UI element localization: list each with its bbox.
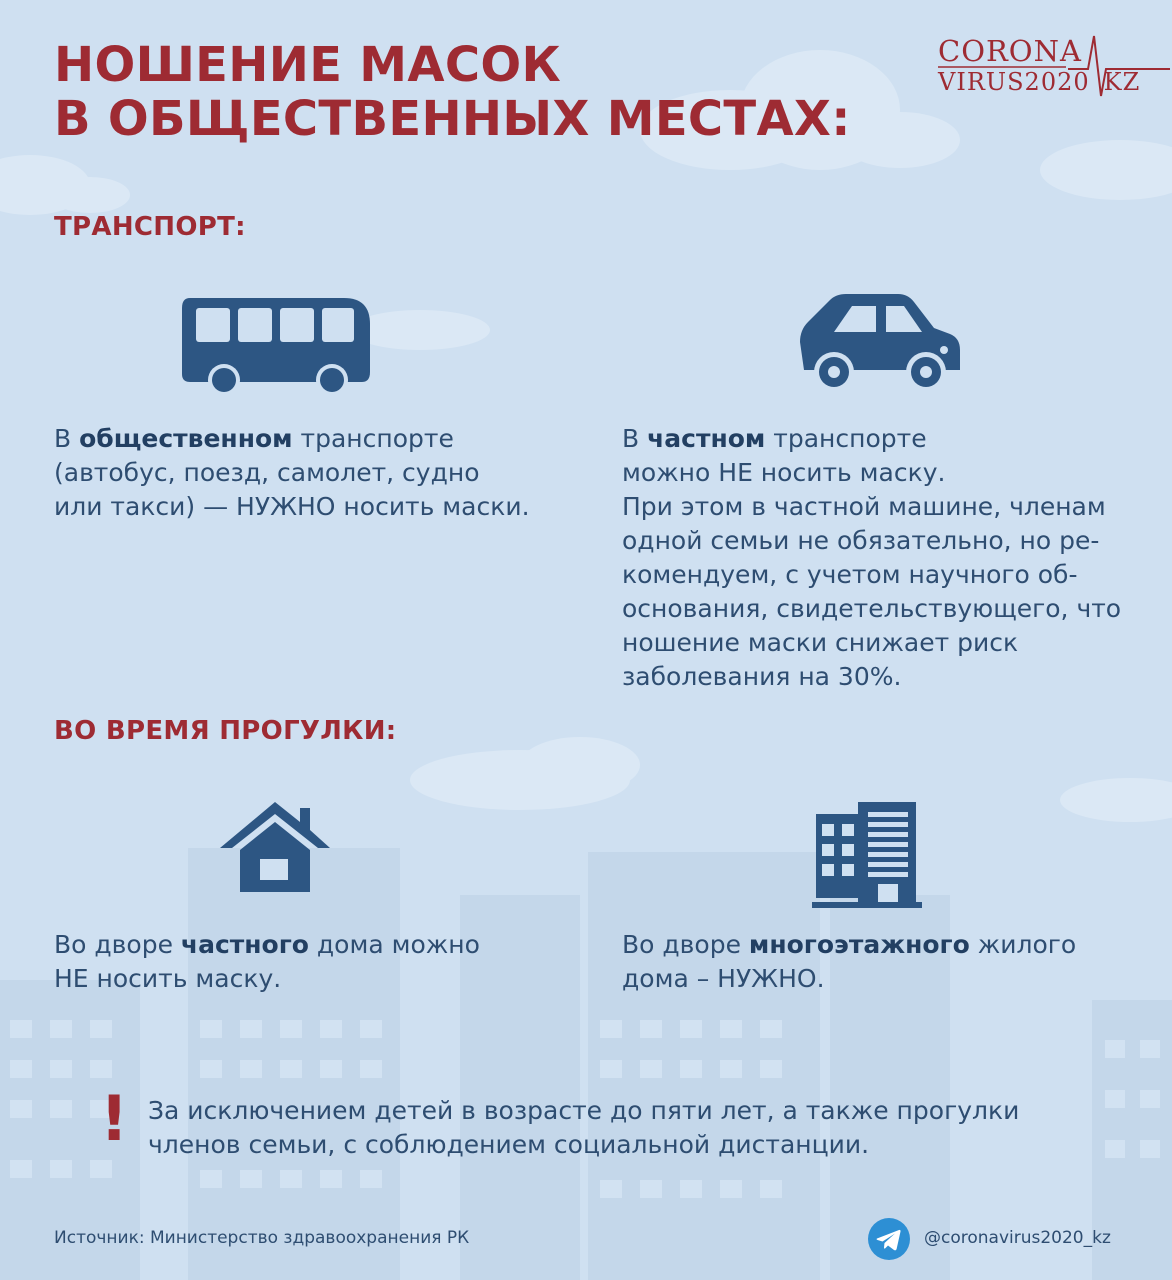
page-title <box>54 38 851 146</box>
public-transport-bold: общественном <box>79 424 293 453</box>
private-house-text <box>54 928 574 996</box>
house-icon <box>218 800 332 894</box>
private-house-bold: частного <box>180 930 309 959</box>
heartbeat-line-icon <box>938 34 1170 104</box>
exception-note-line-1: За исключением детей в возрасте до пяти лет, а также прогулки <box>148 1096 1020 1125</box>
apartment-house-post: жилого дома – НУЖНО. <box>622 930 1077 993</box>
coronavirus2020-logo <box>938 34 1170 104</box>
telegram-icon[interactable] <box>868 1218 910 1260</box>
logo-virus: VIRUS2020 <box>938 68 1090 96</box>
title-line-1: НОШЕНИЕ МАСОК <box>54 37 561 93</box>
private-house-post: дома можно НЕ носить маску. <box>54 930 480 993</box>
section-walk-heading: ВО ВРЕМЯ ПРОГУЛКИ: <box>54 716 397 746</box>
title-line-2: В ОБЩЕСТВЕННЫХ МЕСТАХ: <box>54 91 851 147</box>
private-transport-bold: частном <box>647 424 766 453</box>
section-transport-heading: ТРАНСПОРТ: <box>54 212 246 242</box>
private-transport-post: транспорте можно НЕ носить маску. При этом в частной машине, членам одной семьи не обязательно, но ре- комендуем, с учетом научного об- основания, свидетельствующего, что ношение маски снижает риск заболевания на 30%. <box>622 424 1122 691</box>
public-transport-post: транспорте (автобус, поезд, самолет, судно или такси) — НУЖНО носить маски. <box>54 424 530 521</box>
exception-note <box>148 1094 1019 1162</box>
public-transport-pre: В <box>54 424 80 453</box>
source-caption: Источник: Министерство здравоохранения РК <box>54 1228 470 1248</box>
telegram-handle[interactable]: @coronavirus2020_kz <box>924 1228 1111 1248</box>
logo-suffix: KZ <box>1103 68 1141 96</box>
apartment-house-text <box>622 928 1162 996</box>
apartment-house-pre: Во дворе <box>622 930 749 959</box>
logo-line-1: CORONA <box>938 34 1082 68</box>
public-transport-text <box>54 422 574 524</box>
exception-note-line-2: членов семьи, с соблюдением социальной дистанции. <box>148 1130 870 1159</box>
apartment-house-bold: многоэтажного <box>748 930 970 959</box>
bus-icon <box>178 294 374 396</box>
private-house-pre: Во дворе <box>54 930 181 959</box>
private-transport-pre: В <box>622 424 648 453</box>
apartment-building-icon <box>812 800 924 910</box>
car-icon <box>800 294 960 392</box>
exclamation-icon: ! <box>100 1082 129 1155</box>
private-transport-text <box>622 422 1162 694</box>
